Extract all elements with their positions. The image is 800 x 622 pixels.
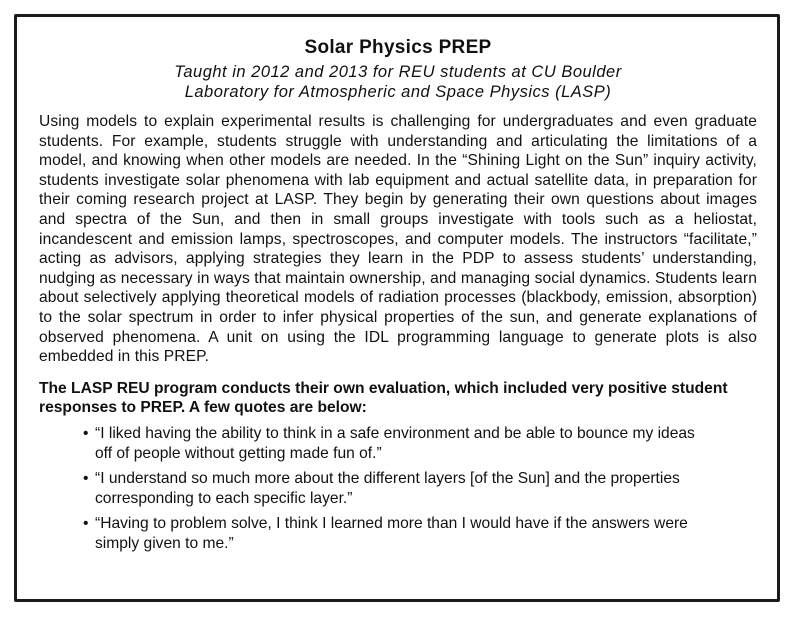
quote-text: “I understand so much more about the different layers [of the Sun] and the properties corresponding to each specific layer.” bbox=[95, 470, 680, 507]
quote-text: “I liked having the ability to think in a safe environment and be able to bounce my ideas off of people without getting made fun of.” bbox=[95, 424, 695, 462]
subtitle-line-2: Laboratory for Atmospheric and Space Physics (LASP) bbox=[184, 83, 612, 101]
list-item bbox=[83, 514, 715, 553]
document-content bbox=[39, 37, 757, 559]
page-title: Solar Physics PREP bbox=[304, 37, 492, 58]
list-item bbox=[83, 469, 715, 508]
subtitle-line-1: Taught in 2012 and 2013 for REU students at CU Boulder bbox=[174, 63, 622, 81]
list-item bbox=[83, 424, 715, 463]
body-paragraph: Using models to explain experimental results is challenging for undergraduates and even graduate students. For example, students struggle with understanding and articulating the limitations of a model, and knowing when other models are needed. In the “Shining Light on the Sun” inquiry activity, students investigate solar phenomena with lab equipment and actual satellite data, in preparation for their coming research project at LASP. They begin by generating their own questions about images and spectra of the Sun, and then in small groups investigate with tools such as a heliostat, incandescent and emission lamps, spectroscopes, and computer models. The instructors “facilitate,” acting as advisors, applying strategies they learn in the PDP to assess students’ understanding, nudging as necessary in ways that maintain ownership, and managing social dynamics. Students learn about selectively applying theoretical models of radiation processes (blackbody, emission, absorption) to the solar spectrum in order to infer physical properties of the sun, and generate explanations of observed phenomena. A unit on using the IDL programming language to generate plots is also embedded in this PREP. bbox=[39, 113, 757, 366]
bullet-icon: • bbox=[83, 470, 89, 488]
quote-text: “Having to problem solve, I think I learned more than I would have if the answers were simply given to me.” bbox=[95, 515, 688, 552]
bullet-icon: • bbox=[83, 515, 89, 533]
quote-list bbox=[39, 424, 757, 554]
document-frame bbox=[14, 14, 780, 602]
evaluation-heading: The LASP REU program conducts their own evaluation, which included very positive student responses to PREP. A few quotes are below: bbox=[39, 379, 728, 417]
bullet-icon: • bbox=[83, 424, 89, 442]
